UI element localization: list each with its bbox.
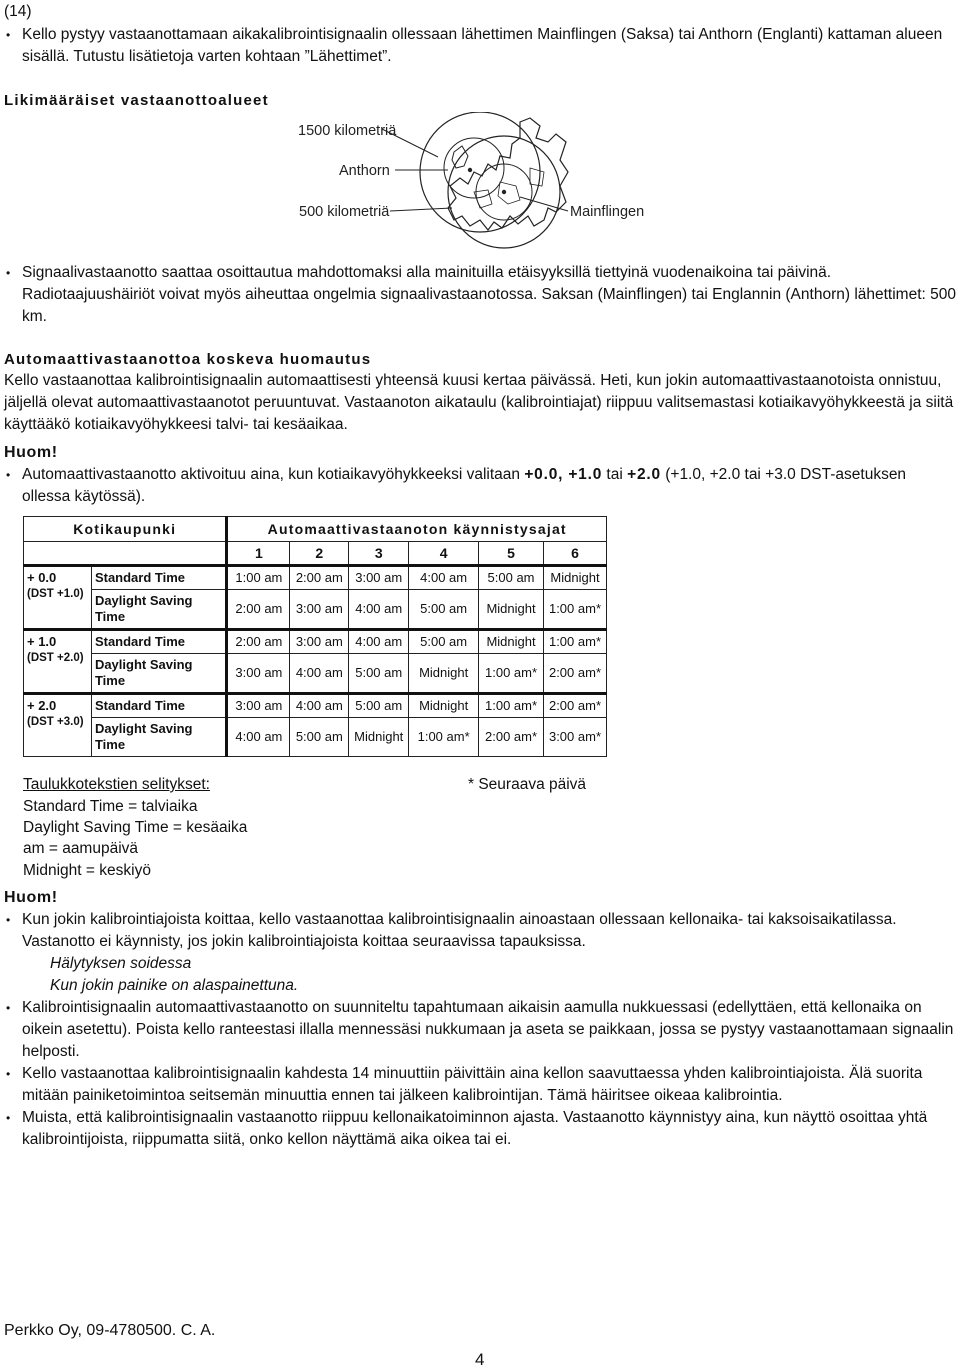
time-cell: 1:00 am* [479,694,544,718]
time-cell: 1:00 am* [479,654,544,694]
slot-number: 1 [227,542,290,566]
reception-schedule-table [23,516,607,757]
time-kind: Standard Time [91,694,227,718]
note-bullet: • Kello vastaanottaa kalibrointisignaalin kahdesta 14 minuuttiin päivittäin aina kellon saavuttaessa yhden kalibrointiajoista. Älä suorita mitään painiketoimintoa seitsemän minuuttia ennen tai jälkeen kalibrointijan. Tämä häiritsee oikeaa kalibrointia. [4,1063,956,1107]
time-cell: Midnight [479,630,544,654]
time-cell: 5:00 am [409,590,479,630]
auto-bullet [4,464,956,508]
time-cell: 3:00 am [227,694,290,718]
pointer-1500 [382,129,438,157]
time-cell: Midnight [543,566,606,590]
label-1500-km: 1500 kilometriä [298,123,397,139]
time-cell: 3:00 am [290,630,349,654]
time-cell: 1:00 am* [543,630,606,654]
col-header-home: Kotikaupunki [24,517,227,542]
legend-item: am = aamupäivä [23,840,139,857]
auto-bullet-zones-1: +0.0, +1.0 [524,466,603,483]
time-cell: 2:00 am [227,630,290,654]
time-cell: 4:00 am [290,654,349,694]
signal-paragraph [4,262,956,328]
time-cell: 5:00 am [290,718,349,757]
auto-bullet-text-mid: tai [602,466,628,483]
auto-bullet-text-b: (+1.0, +2.0 tai +3.0 DST-asetuksen ollessa käytössä). [22,466,907,505]
signal-bullet: • Signaalivastaanotto saattaa osoittautua mahdottomaksi alla mainituilla etäisyyksillä tiettyinä vuodenaikoina tai päivinä. Radiotaajuushäiriöt voivat myös aiheuttaa ongelmia signaalivastaanotossa. Saksan (Mainflingen) tai Englannin (Anthorn) lähettimet: 500 km. [4,262,956,328]
time-cell: 2:00 am* [479,718,544,757]
footer-page-number: 4 [475,1350,485,1369]
time-kind: Standard Time [91,566,227,590]
time-cell: 3:00 am [227,654,290,694]
zone-dst: (DST +2.0) [27,652,84,664]
label-mainflingen: Mainflingen [570,204,645,220]
huom-label-2: Huom! [4,889,58,906]
note-bullet: • Muista, että kalibrointisignaalin vastaanotto riippuu kellonaikatoiminnon ajasta. Vastaanotto käynnistyy aina, kun näyttö osoittaa yhtä kalibrointijoista, riippumatta siitä, onko kellon näyttämä aika oikea tai ei. [4,1107,956,1151]
time-cell: 2:00 am* [543,654,606,694]
time-cell: 5:00 am [409,630,479,654]
auto-bullet-zones-2: +2.0 [627,466,661,483]
numbers-spacer [24,542,227,566]
zone-cell [24,566,92,630]
reception-map [370,112,580,252]
time-cell: Midnight [479,590,544,630]
mainflingen-marker-icon [502,190,506,194]
time-cell: 2:00 am [290,566,349,590]
label-anthorn: Anthorn [339,163,390,179]
auto-bullet-text-a: Automaattivastaanotto aktivoituu aina, kun kotiaikavyöhykkeeksi valitaan [22,466,525,483]
note-sub-item: Hälytyksen soidessa [50,955,192,972]
zone-dst: (DST +3.0) [27,716,84,728]
time-cell: Midnight [409,694,479,718]
time-cell: 4:00 am [349,590,409,630]
note-bullet: • Kalibrointisignaalin automaattivastaanotto on suunniteltu tapahtumaan aikaisin aamulla nukkuessasi (edellyttäen, että kellonaika on oikein asetettu). Poista kello ranteestasi illalla mennessäsi nukkumaan ja aseta se paikkaan, jossa se pystyy vastaanottamaan signaalin helposti. [4,997,956,1063]
notes-list [4,909,956,1151]
table-row [24,590,607,630]
intro-bullet: • Kello pystyy vastaanottamaan aikakalibrointisignaalin ollessaan lähettimen Mainflingen (Saksa) tai Anthorn (Englanti) kattaman alueen sisällä. Tutustu lisätietoja varten kohtaan ”Lähettimet”. [4,24,956,68]
legend-title: Taulukkotekstien selitykset: [23,776,210,793]
intro-paragraph [4,24,956,68]
zone-value: + 0.0 [27,570,57,585]
auto-bullet-paragraph [4,464,956,508]
time-kind: Daylight Saving Time [91,590,227,630]
time-kind: Standard Time [91,630,227,654]
zone-value: + 1.0 [27,634,57,649]
slot-number: 3 [349,542,409,566]
label-500-km: 500 kilometriä [299,204,390,220]
time-cell: 3:00 am [290,590,349,630]
zone-dst: (DST +1.0) [27,588,84,600]
time-cell: 4:00 am [409,566,479,590]
legend-item: Daylight Saving Time = kesäaika [23,819,248,836]
time-kind: Daylight Saving Time [91,718,227,757]
zone-cell [24,694,92,757]
slot-number: 5 [479,542,544,566]
note-sub-item: Kun jokin painike on alaspainettuna. [50,977,299,994]
time-kind: Daylight Saving Time [91,654,227,694]
pointer-500 [390,208,452,211]
time-cell: 4:00 am [349,630,409,654]
time-cell: 4:00 am [227,718,290,757]
legend-item: Standard Time = talviaika [23,798,198,815]
table-row [24,694,607,718]
time-cell: 1:00 am* [409,718,479,757]
time-cell: 3:00 am [349,566,409,590]
map-heading: Likimääräiset vastaanottoalueet [4,92,269,109]
time-cell: 5:00 am [349,654,409,694]
legend-item: Midnight = keskiyö [23,862,151,879]
time-cell: 1:00 am* [543,590,606,630]
time-cell: Midnight [409,654,479,694]
huom-label-1: Huom! [4,444,58,461]
time-cell: 2:00 am [227,590,290,630]
table-row [24,630,607,654]
legend-asterisk-note: * Seuraava päivä [468,776,587,793]
page-label: (14) [4,3,32,20]
slot-number: 4 [409,542,479,566]
time-cell: 3:00 am* [543,718,606,757]
time-cell: 5:00 am [349,694,409,718]
zone-value: + 2.0 [27,698,57,713]
footer-company: Perkko Oy, 09-4780500. C. A. [4,1322,216,1339]
table-row [24,566,607,590]
anthorn-marker-icon [468,168,472,172]
table-row [24,718,607,757]
zone-cell [24,630,92,694]
auto-heading: Automaattivastaanottoa koskeva huomautus [4,351,372,368]
table-row [24,654,607,694]
europe-outline-icon [448,118,568,230]
time-cell: 4:00 am [290,694,349,718]
note-bullet: • Kun jokin kalibrointiajoista koittaa, kello vastaanottaa kalibrointisignaalin ainoastaan ollessaan kellonaika- tai kaksoisaikatilassa. Vastanotto ei käynnisty, jos jokin kalibrointiajoista koittaa seuraavissa tapauksissa. [4,909,956,953]
time-cell: 2:00 am* [543,694,606,718]
col-header-times: Automaattivastaanoton käynnistysajat [227,517,607,542]
time-cell: 5:00 am [479,566,544,590]
time-cell: 1:00 am [227,566,290,590]
slot-number: 2 [290,542,349,566]
auto-body: Kello vastaanottaa kalibrointisignaalin automaattisesti yhteensä kuusi kertaa päivässä. Heti, kun jokin automaattivastaanotoista onnistuu, jäljellä olevat automaattivastaanotot peruuntuvat. Vastaanoton aikataulu (kalibrointiajat) riippuu valitsemastasi kotiaikavyöhykkeestä ja siitä käyttääkö kotiaikavyöhykkeesi talvi- tai kesäaikaa. [4,372,954,433]
time-cell: Midnight [349,718,409,757]
slot-number: 6 [543,542,606,566]
